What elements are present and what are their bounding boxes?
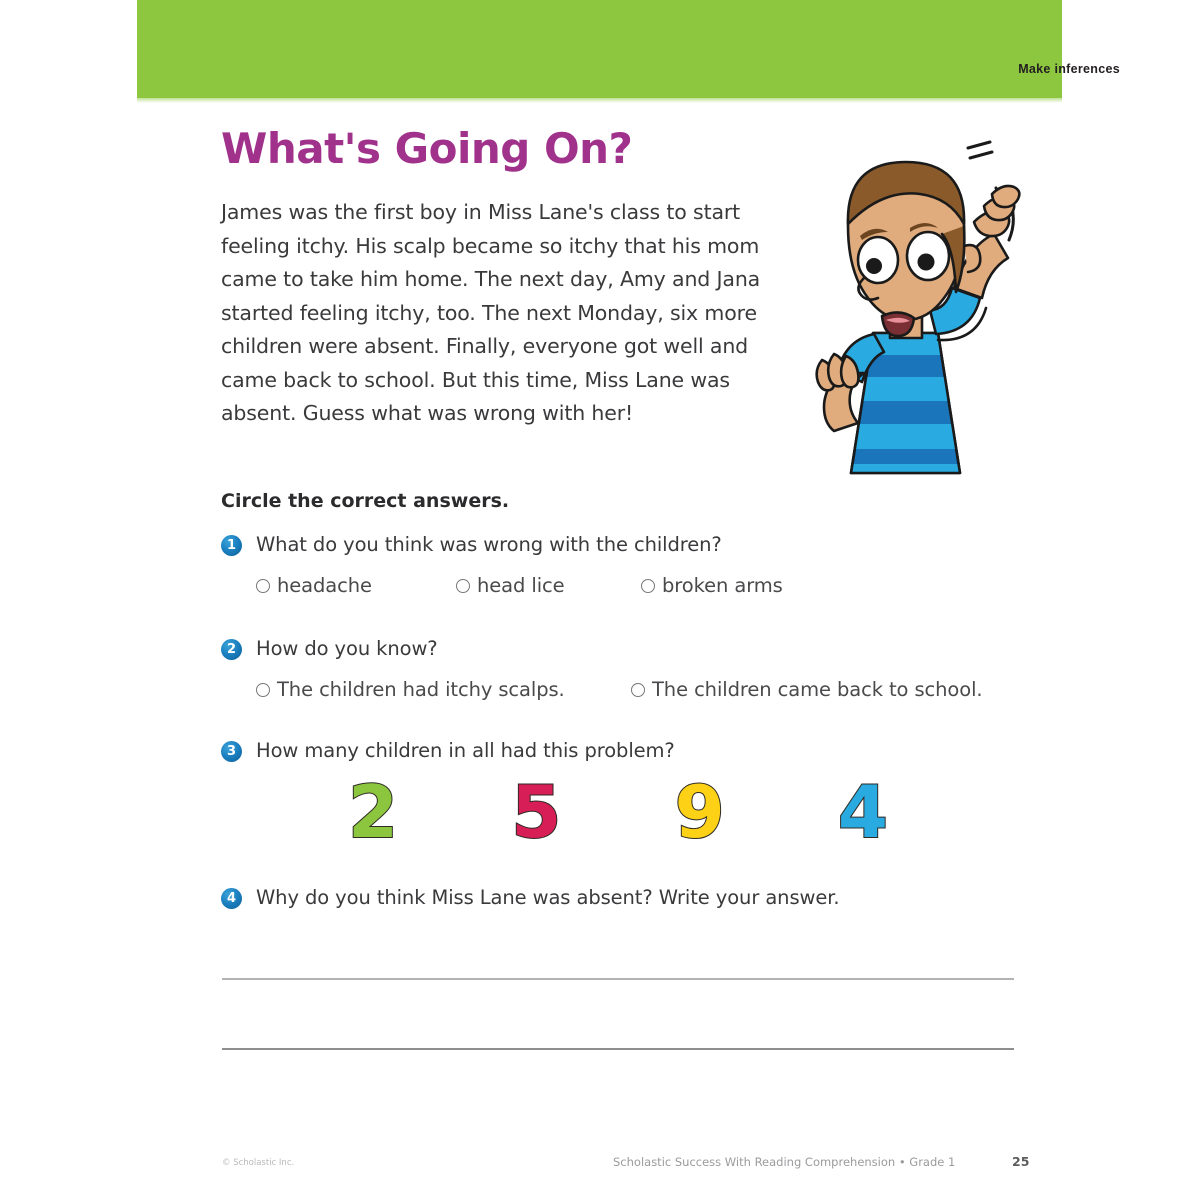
option-head-lice[interactable]: [456, 574, 641, 597]
footer-page-number: 25: [1012, 1154, 1030, 1169]
page-title: What's Going On?: [221, 124, 633, 173]
number-choice-5[interactable]: 5: [511, 770, 562, 854]
answer-write-line-1[interactable]: [222, 978, 1014, 980]
skill-label: Make inferences: [1018, 62, 1120, 76]
answer-options-1: [256, 574, 786, 597]
option-came-back-to-school[interactable]: [631, 678, 983, 701]
number-choice-9[interactable]: 9: [674, 770, 725, 854]
directions-text: Circle the correct answers.: [221, 490, 510, 512]
question-text: Why do you think Miss Lane was absent? Write your answer.: [256, 886, 840, 909]
radio-circle-icon[interactable]: [256, 579, 270, 593]
question-number-badge: 4: [221, 888, 242, 909]
footer-series-title: Scholastic Success With Reading Comprehension • Grade 1: [613, 1155, 956, 1169]
option-broken-arms[interactable]: [641, 574, 783, 597]
question-text: How many children in all had this problem?: [256, 739, 675, 762]
option-label: The children came back to school.: [652, 678, 983, 701]
radio-circle-icon[interactable]: [631, 683, 645, 697]
question-3: [221, 738, 675, 764]
option-label: headache: [277, 574, 372, 597]
answer-write-line-2[interactable]: [222, 1048, 1014, 1050]
question-4: [221, 885, 839, 911]
question-number-badge: 3: [221, 741, 242, 762]
header-band: [137, 0, 1062, 98]
option-label: The children had itchy scalps.: [277, 678, 565, 701]
option-label: broken arms: [662, 574, 783, 597]
number-choice-2[interactable]: 2: [348, 770, 399, 854]
question-number-badge: 1: [221, 535, 242, 556]
option-label: head lice: [477, 574, 565, 597]
radio-circle-icon[interactable]: [456, 579, 470, 593]
option-itchy-scalps[interactable]: [256, 678, 631, 701]
number-choice-4[interactable]: 4: [837, 770, 888, 854]
question-text: How do you know?: [256, 637, 438, 660]
radio-circle-icon[interactable]: [641, 579, 655, 593]
question-text: What do you think was wrong with the children?: [256, 533, 722, 556]
answer-options-2: [256, 678, 1016, 701]
radio-circle-icon[interactable]: [256, 683, 270, 697]
number-answer-choices: [348, 770, 888, 854]
footer-copyright: © Scholastic Inc.: [222, 1158, 295, 1168]
question-1: [221, 532, 786, 597]
boy-scratching-head-illustration: [778, 128, 1038, 500]
question-2: [221, 636, 1016, 701]
option-headache[interactable]: [256, 574, 456, 597]
story-paragraph: James was the first boy in Miss Lane's class to start feeling itchy. His scalp became so itchy that his mom came to take him home. The next day, Amy and Jana started feeling itchy, too. The next Monday, six more children were absent. Finally, everyone got well and came back to school. But this time, Miss Lane was absent. Guess what was wrong with her!: [221, 200, 761, 425]
question-number-badge: 2: [221, 639, 242, 660]
